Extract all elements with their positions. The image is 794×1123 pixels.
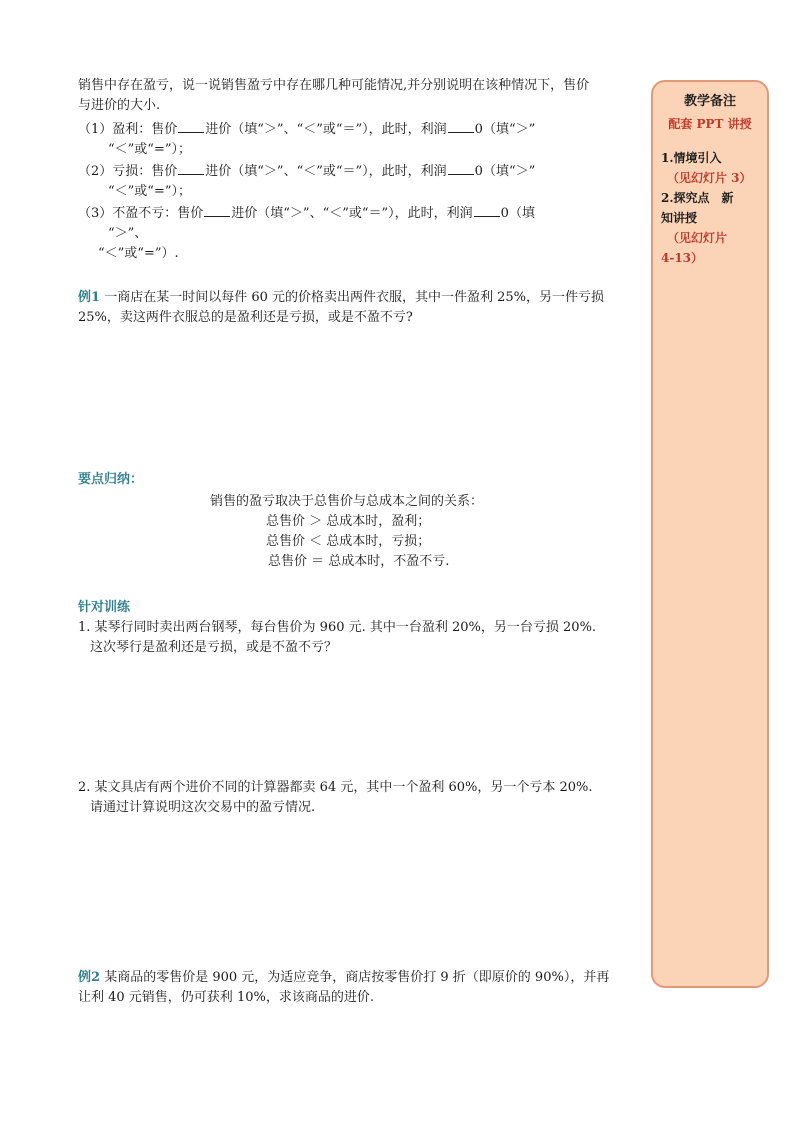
example-1-label: 例1 bbox=[78, 290, 101, 305]
practice-q1-line-1: 1. 某琴行同时卖出两台钢琴，每台售价为 960 元. 其中一台盈利 20%，另一台亏损 20%. bbox=[78, 620, 597, 635]
main-content bbox=[78, 76, 644, 1008]
case-loss: （2）亏损：售价 进价（填“＞”、“＜”或“＝”），此时，利润 0（填“＞” bbox=[78, 160, 644, 182]
blank-3[interactable] bbox=[178, 160, 204, 175]
blank-6[interactable] bbox=[474, 202, 500, 217]
summary-rule-1: 总售价 ＞ 总成本时，盈利； bbox=[266, 514, 431, 529]
blank-1[interactable] bbox=[178, 118, 204, 133]
case-even-cont-2: “＜”或“=”）. bbox=[98, 246, 179, 261]
practice-q2-line-1: 2. 某文具店有两个进价不同的计算器都卖 64 元，其中一个盈利 60%，另一个亏本 20%. bbox=[78, 780, 593, 795]
blank-2[interactable] bbox=[448, 118, 474, 133]
blank-4[interactable] bbox=[448, 160, 474, 175]
summary-lead: 销售的盈亏取决于总售价与总成本之间的关系： bbox=[210, 494, 484, 509]
case-profit: （1）盈利：售价 进价（填“＞”、“＜”或“＝”），此时，利润 0（填“＞” bbox=[78, 118, 644, 140]
practice-heading: 针对训练 bbox=[78, 600, 131, 615]
case-even: （3）不盈不亏：售价 进价（填“＞”、“＜”或“＝”），此时，利润 0（填 bbox=[78, 202, 644, 224]
sidebar-title: 教学备注 bbox=[683, 94, 736, 109]
case-even-cont-1: “＞”、 bbox=[108, 226, 148, 241]
example-2-line-2: 让利 40 元销售，仍可获利 10%，求该商品的进价. bbox=[78, 990, 374, 1005]
case-profit-cont: “＜”或“=”）； bbox=[108, 142, 191, 157]
summary-heading: 要点归纳： bbox=[78, 472, 144, 487]
sidebar-item-2-b: 知讲授 bbox=[661, 211, 698, 225]
example-2-label: 例2 bbox=[78, 970, 101, 985]
example-2: 例2 某商品的零售价是 900 元，为适应竞争，商店按零售价打 9 折（即原价的 90%），并再 bbox=[78, 970, 610, 985]
intro-line-1: 销售中存在盈亏，说一说销售盈亏中存在哪几种可能情况,并分别说明在该种情况下，售价 bbox=[78, 78, 590, 93]
teaching-notes-sidebar bbox=[651, 80, 769, 988]
sidebar-item-2-ref-b: 4-13） bbox=[661, 251, 704, 265]
sidebar-item-2-ref-a: （见幻灯片 bbox=[667, 231, 728, 245]
case-loss-cont: “＜”或“=”）； bbox=[108, 184, 191, 199]
sidebar-subtitle: 配套 PPT 讲授 bbox=[668, 117, 752, 131]
blank-5[interactable] bbox=[204, 202, 230, 217]
example-1-line-2: 25%，卖这两件衣服总的是盈利还是亏损，或是不盈不亏? bbox=[78, 310, 413, 325]
sidebar-item-2-a: 2.探究点 新 bbox=[661, 191, 734, 205]
sidebar-item-1: 1.情境引入 bbox=[661, 151, 722, 165]
practice-q2-line-2: 请通过计算说明这次交易中的盈亏情况. bbox=[90, 800, 316, 815]
intro-line-2: 与进价的大小. bbox=[78, 98, 161, 113]
sidebar-item-1-ref: （见幻灯片 3） bbox=[667, 171, 752, 185]
summary-rule-2: 总售价 ＜ 总成本时，亏损； bbox=[266, 534, 431, 549]
summary-rule-3: 总售价 ＝ 总成本时，不盈不亏. bbox=[268, 554, 450, 569]
example-1: 例1 一商店在某一时间以每件 60 元的价格卖出两件衣服，其中一件盈利 25%，另一件亏损 bbox=[78, 290, 605, 305]
practice-q1-line-2: 这次琴行是盈利还是亏损，或是不盈不亏？ bbox=[90, 640, 338, 655]
